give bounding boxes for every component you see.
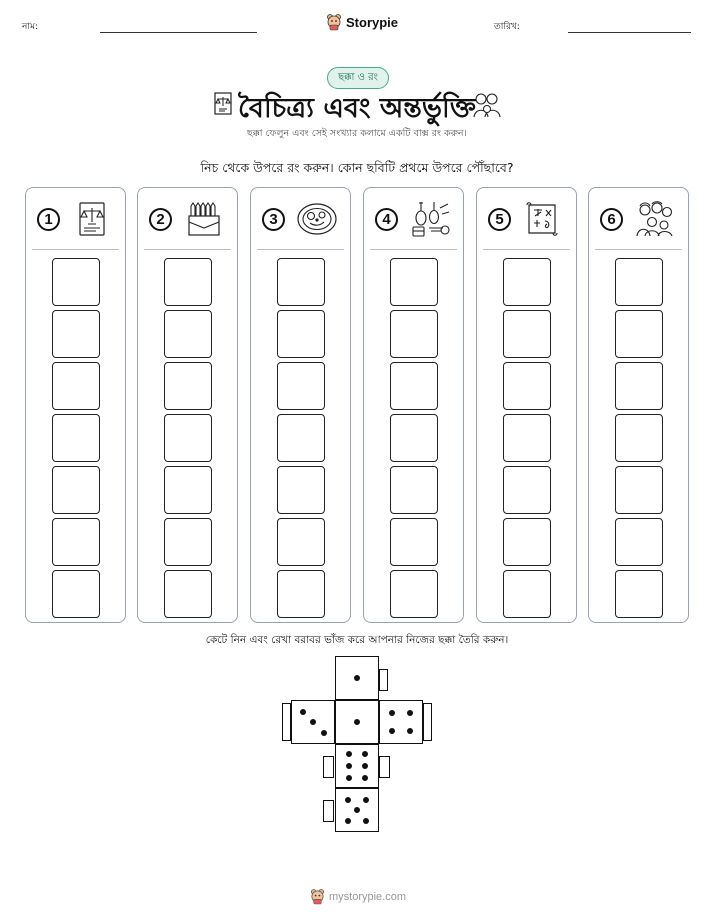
- dice-pip: [354, 719, 360, 725]
- color-box[interactable]: [503, 518, 551, 566]
- column-divider: [595, 249, 682, 250]
- column-number: 1: [37, 208, 60, 231]
- color-box[interactable]: [52, 258, 100, 306]
- dice-pip: [346, 751, 352, 757]
- color-box[interactable]: [503, 362, 551, 410]
- glue-tab: [423, 703, 432, 741]
- color-box[interactable]: [615, 310, 663, 358]
- color-box[interactable]: [503, 258, 551, 306]
- glue-tab: [282, 703, 291, 741]
- activity-tag: ছক্কা ও রং: [327, 67, 389, 89]
- color-box[interactable]: [503, 310, 551, 358]
- column-divider: [483, 249, 570, 250]
- color-box[interactable]: [390, 466, 438, 514]
- color-box[interactable]: [277, 414, 325, 462]
- glue-tab: [323, 756, 334, 778]
- dice-pip: [345, 818, 351, 824]
- color-box[interactable]: [52, 518, 100, 566]
- color-box[interactable]: [503, 414, 551, 462]
- name-label: নাম:: [22, 22, 39, 32]
- dice-face-3: [291, 700, 335, 744]
- column-divider: [257, 249, 344, 250]
- dice-pip: [363, 818, 369, 824]
- dice-pip: [300, 709, 306, 715]
- dice-column-3: [250, 187, 351, 623]
- color-box[interactable]: [52, 570, 100, 618]
- color-box[interactable]: [390, 414, 438, 462]
- color-box[interactable]: [164, 414, 212, 462]
- dice-column-4: [363, 187, 464, 623]
- footer: [310, 888, 406, 905]
- musical-instruments-icon: [409, 200, 451, 238]
- brand-logo: [326, 13, 398, 31]
- color-box[interactable]: [277, 258, 325, 306]
- dice-pip: [345, 797, 351, 803]
- color-box[interactable]: [277, 362, 325, 410]
- dice-face-5: [335, 788, 379, 832]
- dice-pip: [346, 775, 352, 781]
- color-box[interactable]: [52, 310, 100, 358]
- dice-face-4: [379, 700, 423, 744]
- diverse-people-icon: [472, 91, 502, 119]
- column-number: 6: [600, 208, 623, 231]
- diverse-people-group-icon: [634, 200, 676, 238]
- dice-face-1: [335, 700, 379, 744]
- crayon-box-icon: [183, 200, 225, 238]
- color-box[interactable]: [615, 414, 663, 462]
- color-box[interactable]: [615, 570, 663, 618]
- dice-pip: [310, 719, 316, 725]
- color-box[interactable]: [390, 362, 438, 410]
- color-box[interactable]: [615, 466, 663, 514]
- color-box[interactable]: [277, 466, 325, 514]
- dice-face-6: [335, 744, 379, 788]
- instruction: নিচ থেকে উপরে রং করুন। কোন ছবিটি প্রথমে উপরে পৌঁছাবে?: [200, 160, 514, 175]
- color-box[interactable]: [164, 518, 212, 566]
- column-number: 3: [262, 208, 285, 231]
- dice-pip: [362, 763, 368, 769]
- dice-pip: [354, 807, 360, 813]
- color-box[interactable]: [615, 518, 663, 566]
- color-box[interactable]: [164, 362, 212, 410]
- footer-url: mystorypie.com: [329, 890, 407, 903]
- color-box[interactable]: [615, 362, 663, 410]
- color-box[interactable]: [277, 570, 325, 618]
- language-scroll-icon: [522, 200, 564, 238]
- brand-name: Storypie: [346, 14, 399, 30]
- color-box[interactable]: [52, 362, 100, 410]
- dice-pip: [362, 775, 368, 781]
- color-box[interactable]: [164, 466, 212, 514]
- glue-tab: [379, 756, 390, 778]
- color-box[interactable]: [390, 518, 438, 566]
- bear-mascot-icon: [310, 888, 325, 905]
- glue-tab: [379, 669, 388, 691]
- dice-pip: [362, 751, 368, 757]
- dice-pip: [363, 797, 369, 803]
- cut-instruction: কেটে নিন এবং রেখা বরাবর ভাঁজ করে আপনার নিজের ছক্কা তৈরি করুন।: [205, 634, 509, 646]
- name-line[interactable]: [100, 32, 257, 33]
- dice-pip: [346, 763, 352, 769]
- color-box[interactable]: [164, 310, 212, 358]
- page-title: বৈচিত্র্য এবং অন্তর্ভুক্তি: [238, 93, 476, 124]
- subtitle: ছক্কা ফেলুন এবং সেই সংখ্যার কলামে একটি বাক্স রং করুন।: [247, 128, 467, 139]
- dice-pip: [407, 710, 413, 716]
- color-box[interactable]: [52, 466, 100, 514]
- dice-pip: [407, 728, 413, 734]
- date-label: তারিখ:: [494, 22, 520, 32]
- dice-pip: [389, 728, 395, 734]
- dice-column-2: [137, 187, 238, 623]
- dice-face-1: [335, 656, 379, 700]
- color-box[interactable]: [277, 310, 325, 358]
- date-line[interactable]: [568, 32, 691, 33]
- color-box[interactable]: [390, 570, 438, 618]
- column-divider: [144, 249, 231, 250]
- dice-pip: [321, 730, 327, 736]
- food-plate-icon: [296, 200, 338, 238]
- dice-column-5: [476, 187, 577, 623]
- color-box[interactable]: [503, 466, 551, 514]
- bear-mascot-icon: [326, 13, 342, 31]
- color-box[interactable]: [164, 570, 212, 618]
- column-divider: [32, 249, 119, 250]
- color-box[interactable]: [390, 258, 438, 306]
- color-box[interactable]: [164, 258, 212, 306]
- legal-document-scales-icon: [71, 200, 113, 238]
- dice-column-6: [588, 187, 689, 623]
- color-box[interactable]: [52, 414, 100, 462]
- dice-pip: [354, 675, 360, 681]
- glue-tab: [323, 800, 334, 822]
- color-box[interactable]: [503, 570, 551, 618]
- dice-pip: [389, 710, 395, 716]
- dice-column-1: [25, 187, 126, 623]
- column-number: 5: [488, 208, 511, 231]
- column-number: 4: [375, 208, 398, 231]
- color-box[interactable]: [277, 518, 325, 566]
- color-box[interactable]: [615, 258, 663, 306]
- color-box[interactable]: [390, 310, 438, 358]
- column-divider: [370, 249, 457, 250]
- column-number: 2: [149, 208, 172, 231]
